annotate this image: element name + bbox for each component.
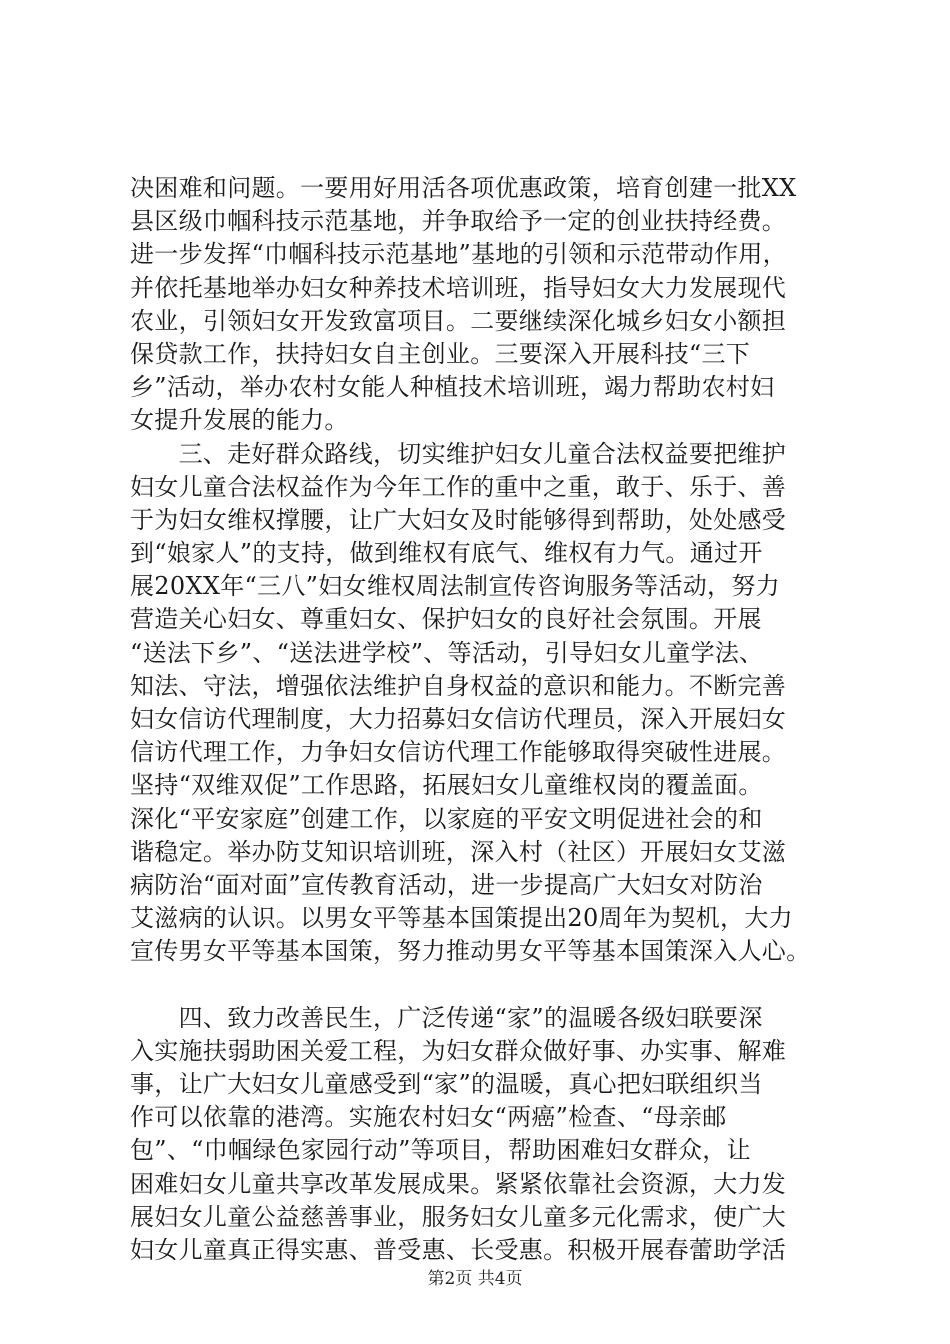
text-line: 妇女儿童合法权益作为今年工作的重中之重，敢于、乐于、善 <box>130 472 787 501</box>
text-line: 入实施扶弱助困关爱工程，为妇女群众做好事、办实事、解难 <box>130 1036 787 1065</box>
text-line: 包”、“巾帼绿色家园行动”等项目，帮助困难妇女群众，让 <box>130 1136 751 1165</box>
text-line: “送法下乡”、“送法进学校”、等活动，引导妇女儿童学法、 <box>130 638 764 667</box>
text-line: 于为妇女维权撑腰，让广大妇女及时能够得到帮助，处处感受 <box>130 505 787 534</box>
text-line: 进一步发挥“巾帼科技示范基地”基地的引领和示范带动作用， <box>130 240 787 269</box>
page-footer <box>0 1268 950 1290</box>
document-body <box>130 172 830 1267</box>
text-line: 女提升发展的能力。 <box>130 406 349 435</box>
text-line: 并依托基地举办妇女种养技术培训班，指导妇女大力发展现代 <box>130 273 787 302</box>
text-line: 展妇女儿童公益慈善事业，服务妇女儿童多元化需求，使广大 <box>130 1202 787 1231</box>
text-line: 艾滋病的认识。以男女平等基本国策提出20周年为契机，大力 <box>130 904 793 933</box>
text-line: 深化“平安家庭”创建工作，以家庭的平安文明促进社会的和 <box>130 804 763 833</box>
text-line: 事，让广大妇女儿童感受到“家”的温暖，真心把妇联组织当 <box>130 1070 763 1099</box>
text-line: 妇女信访代理制度，大力招募妇女信访代理员，深入开展妇女 <box>130 705 787 733</box>
text-line: 谐稳定。举办防艾知识培训班，深入村（社区）开展妇女艾滋 <box>130 837 787 866</box>
text-line: 乡”活动，举办农村女能人种植技术培训班，竭力帮助农村妇 <box>130 373 775 402</box>
text-line: 展20XX年“三八”妇女维权周法制宣传咨询服务等活动，努力 <box>130 572 780 601</box>
text-line: 保贷款工作，扶持妇女自主创业。三要深入开展科技“三下 <box>130 339 751 368</box>
text-line: 营造关心妇女、尊重妇女、保护妇女的良好社会氛围。开展 <box>130 605 762 634</box>
text-line: 妇女儿童真正得实惠、普受惠、长受惠。积极开展春蕾助学活 <box>130 1236 787 1264</box>
text-line: 信访代理工作，力争妇女信访代理工作能够取得突破性进展。 <box>130 738 787 767</box>
text-line: 坚持“双维双促”工作思路，拓展妇女儿童维权岗的覆盖面。 <box>130 771 763 800</box>
text-line: 三、走好群众路线，切实维护妇女儿童合法权益要把维护 <box>130 439 787 468</box>
text-line: 困难妇女儿童共享改革发展成果。紧紧依靠社会资源，大力发 <box>130 1169 787 1198</box>
text-line: 县区级巾帼科技示范基地，并争取给予一定的创业扶持经费。 <box>130 207 787 236</box>
text-line: 到“娘家人”的支持，做到维权有底气、维权有力气。通过开 <box>130 539 763 568</box>
text-line: 农业，引领妇女开发致富项目。二要继续深化城乡妇女小额担 <box>130 306 787 335</box>
text-line: 决困难和问题。一要用好用活各项优惠政策，培育创建一批XX <box>130 174 797 202</box>
blank-line <box>130 969 830 1002</box>
page-number-label: 第2页 共4页 <box>427 1269 523 1289</box>
text-line: 作可以依靠的港湾。实施农村妇女“两癌”检查、“母亲邮 <box>130 1103 727 1132</box>
text-line: 宣传男女平等基本国策，努力推动男女平等基本国策深入人心。 <box>130 937 811 966</box>
text-line: 知法、守法，增强依法维护自身权益的意识和能力。不断完善 <box>130 671 787 700</box>
text-line: 四、致力改善民生，广泛传递“家”的温暖各级妇联要深 <box>130 1003 763 1032</box>
text-line: 病防治“面对面”宣传教育活动，进一步提高广大妇女对防治 <box>130 870 763 899</box>
